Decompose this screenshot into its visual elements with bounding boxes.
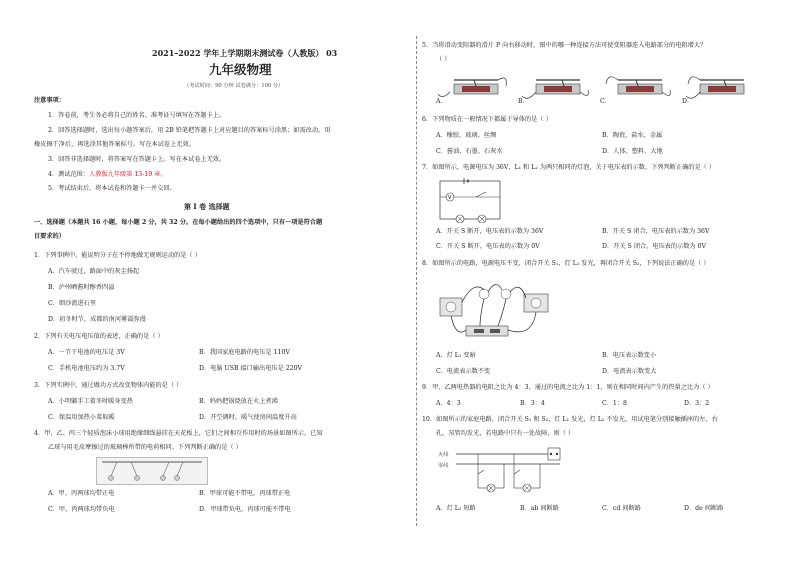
q2-option-c[interactable]: C．手机电池电压约为 3.7V bbox=[48, 365, 125, 372]
q9-option-b[interactable]: B．3：4 bbox=[520, 400, 545, 407]
q4-stem: 4．甲、乙、丙三个轻质泡沫小球用绝缘细线悬挂在天花板上，它们之间相互作用时的场景如图所示，已知 bbox=[34, 430, 323, 437]
q4-option-b[interactable]: B．甲球可能不带电，丙球带正电 bbox=[199, 490, 291, 497]
q4-option-c[interactable]: C．甲、丙两球均带负电 bbox=[48, 506, 115, 513]
note-2-cont: 橡皮擦干净后，再选涂其他答案标号。写在本试卷上无效。 bbox=[34, 141, 195, 148]
q7-option-d[interactable]: D．开关 S 闭合，电压表的示数为 0V bbox=[602, 243, 706, 250]
q6-option-a[interactable]: A．橡胶、玻璃、丝绸 bbox=[436, 132, 497, 139]
q2-stem: 2．下列有关电压电压值的表述，正确的是（ ） bbox=[34, 333, 164, 340]
note-2: 2．回答选择题时，选出每小题答案后，用 2B 铅笔把答题卡上对应题目的答案标号涂黑；如需改动，用 bbox=[48, 127, 331, 134]
live-wire-label: 火线 bbox=[438, 452, 449, 458]
q10-stem-2: 孔，氖管均发光，若电路中只有一处故障，则（ ） bbox=[436, 430, 575, 437]
household-circuit-diagram bbox=[456, 444, 566, 500]
q10-option-d[interactable]: D．de 间断路 bbox=[684, 505, 724, 512]
physical-circuit-diagram bbox=[436, 272, 556, 346]
q6-option-d[interactable]: D．人体、塑料、大地 bbox=[602, 148, 663, 155]
q1-option-c[interactable]: C．细沙流进石里 bbox=[48, 300, 97, 307]
q5-stem-tail: （ ） bbox=[436, 56, 451, 63]
q8-stem: 8．如图所示的电路，电源电压不变，闭合开关 S₁，灯 L₁ 发光，再闭合开关 S₂，下列说法正确的是（ ） bbox=[422, 260, 710, 267]
q6-stem: 6．下列物质在一般情况下都属于导体的是（ ） bbox=[422, 116, 552, 123]
exam-title: 2021–2022 学年上学期期末测试卷（人教版） 03 bbox=[152, 48, 338, 58]
q1-stem: 1．下列事例中，能说明分子在不停地做无规则运动的是（ ） bbox=[34, 252, 201, 259]
q2-option-b[interactable]: B．我国家庭电路的电压是 110V bbox=[199, 349, 290, 356]
note-5: 5．考试结束后，将本试卷和答题卡一并交回。 bbox=[48, 185, 176, 192]
q7-option-a[interactable]: A．开关 S 断开，电压表的示数为 36V bbox=[436, 228, 544, 235]
exam-info: （考试时间：90 分钟 试卷满分：100 分） bbox=[184, 83, 284, 89]
scope-value: 人教版九年级第 13-19 章。 bbox=[89, 171, 167, 178]
q8-option-a[interactable]: A．灯 L₁ 变暗 bbox=[436, 352, 476, 359]
section-title: 第 Ⅰ 卷 选择题 bbox=[184, 202, 230, 211]
q3-option-b[interactable]: B．妈妈把锅烧放在火上煮沸 bbox=[199, 398, 278, 405]
notes-heading: 注意事项： bbox=[34, 97, 65, 104]
q8-option-b[interactable]: B．电压表示数变小 bbox=[602, 352, 657, 359]
q10-stem: 10．如图所示的家庭电路，闭合开关 S₁ 和 S₂，灯 L₁ 发光，灯 L₂ 不发光，用试电笔分别接触插座的左、右 bbox=[422, 416, 718, 423]
q5-option-b[interactable]: B． bbox=[518, 98, 529, 105]
note-3: 3．回答非选择题时，将答案写在答题卡上。写在本试卷上无效。 bbox=[48, 156, 226, 163]
q6-option-c[interactable]: C．酱油、石墨、石灰水 bbox=[436, 148, 503, 155]
q3-stem: 3．下列实例中，通过做功方式改变物体内能的是（ ） bbox=[34, 382, 183, 389]
q7-stem: 7．如图所示，电源电压为 36V，L₁ 和 L₂ 为两只相同的灯泡，关于电压表的示数，下列判断正确的是（ ） bbox=[422, 164, 715, 171]
q3-option-a[interactable]: A．小明躺手工着冬时暖身变热 bbox=[48, 398, 133, 405]
q7-figure bbox=[436, 177, 506, 223]
note-4: 4．测试范围：人教版九年级第 13-19 章。 bbox=[48, 171, 167, 178]
note-1: 1．答卷前，考生务必将自己的姓名、准考证号填写在答题卡上。 bbox=[48, 112, 226, 119]
q3-option-d[interactable]: D．开空调时，暖气使房间温度升高 bbox=[199, 414, 297, 421]
q7-option-c[interactable]: C．开关 S 断开，电压表的示数为 0V bbox=[436, 243, 540, 250]
voltmeter-circuit-diagram bbox=[436, 177, 506, 223]
q10-option-b[interactable]: B．ab 间断路 bbox=[520, 505, 559, 512]
hanging-balls-diagram bbox=[97, 458, 207, 484]
q4-stem-2: 乙球与用毛皮摩擦过的玻璃棒所带的电荷相同。下列判断正确的是（ ） bbox=[48, 444, 242, 451]
q6-option-b[interactable]: B．陶瓷、盐水、金属 bbox=[602, 132, 663, 139]
q4-option-d[interactable]: D．甲球带负电，丙球可能不带电 bbox=[199, 506, 291, 513]
section-instruction-2: 目要求的） bbox=[34, 233, 65, 240]
column-divider bbox=[416, 36, 417, 526]
q4-figure bbox=[96, 457, 208, 485]
q1-option-b[interactable]: B．泸州晒酱时醇香四溢 bbox=[48, 284, 115, 291]
q8-option-d[interactable]: D．电流表示数变大 bbox=[602, 368, 657, 375]
q9-stem: 9．甲、乙两电热器的电阻之比为 4：3，通过的电流之比为 1：1，则在相同时间内产生的热量之比为（ ） bbox=[422, 384, 714, 391]
q7-option-b[interactable]: B．开关 S 闭合，电压表的示数为 36V bbox=[602, 228, 710, 235]
q5-option-a[interactable]: A． bbox=[436, 98, 447, 105]
q5-option-d[interactable]: D． bbox=[682, 98, 694, 105]
q9-option-a[interactable]: A．4：3 bbox=[436, 400, 461, 407]
subject-title: 九年级物理 bbox=[209, 62, 272, 77]
q1-option-d[interactable]: D．初冬时节，成都的南河雾霭弥漫 bbox=[48, 316, 146, 323]
q3-option-c[interactable]: C．保温用加热小菜取暖 bbox=[48, 414, 115, 421]
svg-text:V: V bbox=[448, 195, 452, 201]
q5-option-c[interactable]: C． bbox=[600, 98, 611, 105]
q1-option-a[interactable]: A．汽车驶过，路面中的灰尘扬起 bbox=[48, 268, 140, 275]
section-instruction: 一、选择题（本题共 16 小题，每小题 2 分，共 32 分。在每小题给出的四个选项中，只有一项是符合题 bbox=[34, 219, 323, 226]
q2-option-d[interactable]: D．电脑 USB 接口输出电压是 220V bbox=[199, 365, 303, 372]
q8-figure bbox=[436, 272, 556, 346]
q10-option-a[interactable]: A．灯 L₂ 短路 bbox=[436, 505, 476, 512]
q2-option-a[interactable]: A．一节干电池的电压是 3V bbox=[48, 349, 125, 356]
q10-figure bbox=[456, 444, 566, 500]
q4-option-a[interactable]: A．甲、丙两球均带正电 bbox=[48, 490, 115, 497]
q9-option-d[interactable]: D．3：2 bbox=[684, 400, 710, 407]
neutral-wire-label: 零线 bbox=[438, 463, 449, 469]
q10-option-c[interactable]: C．cd 间断路 bbox=[602, 505, 641, 512]
q8-option-c[interactable]: C．电流表示数不变 bbox=[436, 368, 491, 375]
q9-option-c[interactable]: C．1：8 bbox=[602, 400, 627, 407]
q5-stem: 5．当将滑动变阻器的滑片 P 向右移动时，图中的哪一种连接方法可使变阻器连入电路部分的电阻增大？ bbox=[422, 42, 707, 49]
